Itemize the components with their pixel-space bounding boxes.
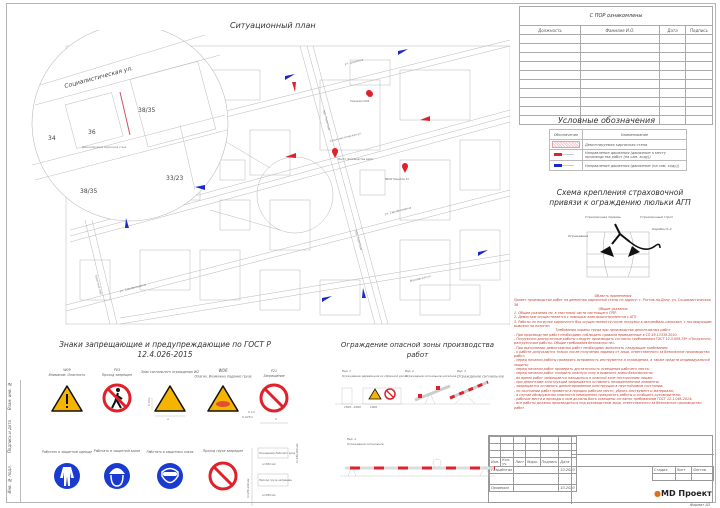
acquaint-cell	[581, 53, 660, 62]
notes-item: - в случае обнаружения опасности немедленно прекратить работы и сообщить руководителю;	[514, 392, 682, 397]
location-pin-icon	[402, 163, 408, 173]
stamp-vzam-inv: Взам. инв. №	[7, 382, 12, 410]
building-number: 38/35	[80, 188, 98, 195]
size-label: h=180-200 мм	[296, 443, 299, 463]
acquaint-row	[520, 71, 713, 80]
situation-plan-map	[20, 30, 510, 330]
legend-title: Условные обозначения	[558, 116, 656, 125]
col-header: Должность	[520, 26, 581, 35]
size-label: h=230-240 мм	[247, 478, 250, 498]
acquaint-cell	[581, 80, 660, 89]
plate-label: Оснащение Рабочего края	[259, 452, 296, 455]
acquaint-cell	[660, 107, 686, 116]
red-arrow-icon	[552, 152, 576, 157]
building-number: 36	[88, 129, 96, 136]
sign-name: Проход запрещен	[101, 373, 133, 377]
dim-label: 0.1d	[248, 410, 255, 414]
inset-street-label: Социалистическая ул.	[63, 64, 134, 90]
stamp-header: Подпись	[540, 458, 559, 467]
acquaint-cell	[686, 44, 713, 53]
notes-item: - перед началом работы проверить исправность инструмента и ограждения, а также средств индивидуальной защиты;	[514, 358, 710, 367]
street-label: ул. Шаумяна	[344, 57, 364, 66]
legend-text: Демонтируемая кирпичная стена	[583, 140, 687, 150]
dim-label: 1000	[370, 405, 378, 409]
sign-code: W06	[218, 368, 228, 373]
acquaint-cell	[660, 35, 686, 44]
street-label: ул. Серафимовича	[384, 205, 412, 216]
warning-blank-icon	[155, 386, 185, 411]
plan-title: Ситуационный план	[230, 21, 316, 30]
acquaint-cell	[520, 71, 581, 80]
notes-item: 2. Демонтаж осуществляется с помощью электроинструментов с АГП.	[514, 315, 638, 320]
dim-label: a	[167, 417, 169, 421]
signal-tape-bar	[450, 382, 488, 398]
sheet-format: Формат А3	[690, 503, 710, 507]
acquaint-row	[520, 107, 713, 116]
acquaint-cell	[581, 107, 660, 116]
notes-item: - все работы должны производиться под руководством лица, ответственного за безопасное производство работ.	[514, 401, 702, 410]
notes-item: - запрещается оставлять демонтированные конструкции в неустойчивом состоянии;	[514, 384, 664, 389]
stamp-signature-date: Подпись и дата	[7, 420, 12, 454]
harness-label: Карабин К-4	[652, 227, 672, 231]
harness-label: Ограждение	[568, 234, 589, 238]
harness-title-line: привязи к ограждению люльки АГП	[549, 198, 691, 207]
acquaint-cell	[581, 62, 660, 71]
title-block	[488, 435, 713, 503]
notes-item: 1. Общие указания см. в текстовой части настоящего ППР.	[514, 311, 618, 316]
sign-code: W09	[63, 368, 71, 372]
acquaint-cell	[520, 89, 581, 98]
acquaint-cell	[686, 35, 713, 44]
stage-header: Лист	[675, 467, 691, 474]
blue-arrow-icon	[322, 296, 332, 302]
acquaint-cell	[520, 62, 581, 71]
sign-name: Запрещение	[263, 374, 285, 378]
harness-label: Страховочная привязь	[585, 215, 621, 219]
stamp-header: Лист	[514, 458, 526, 467]
hatch-symbol	[552, 141, 580, 148]
stamp-date: 10.2020	[560, 468, 575, 472]
no-pedestrian-icon	[104, 385, 130, 411]
harness-title-line: Схема крепления страховочной	[556, 188, 684, 197]
goggles-icon	[157, 463, 183, 489]
legend-header: Обозначение	[550, 130, 583, 140]
acquaint-cell	[686, 107, 713, 116]
acquaint-cell	[520, 107, 581, 116]
notes-heading: Общие указания	[598, 306, 628, 311]
size-label: a=360 мм	[262, 463, 276, 466]
marker-label: Гимназия №36	[350, 100, 370, 103]
legend-text: Направление движения (движение к месту производства работ (на сам. ходу))	[583, 150, 687, 161]
stamp-date: 10.2020	[560, 486, 575, 490]
notes-item: - во время работ запрещается находиться в опасной зоне посторонним лицам;	[514, 375, 653, 380]
prohibition-icon	[385, 389, 395, 399]
street-label: Газетный пер.	[94, 274, 104, 296]
notes-item: - перед началом работ оградить опасную зону и вывесить знаки безопасности;	[514, 371, 654, 376]
blue-arrow-icon	[478, 250, 488, 256]
acquaint-cell	[660, 44, 686, 53]
acquaint-cell	[686, 98, 713, 107]
harness-diagram	[560, 212, 690, 284]
blue-arrow-icon	[285, 74, 295, 80]
street-label: пер. Газетный	[354, 229, 364, 251]
acquaint-cell	[660, 80, 686, 89]
fence-variant-desc: Ограждение сигнальное	[347, 442, 384, 446]
street-label: пер. Газетный	[322, 109, 332, 131]
col-header: Подпись	[686, 26, 713, 35]
fence-variant-label: Вар. 1	[342, 369, 351, 373]
dim-label: 1500...2000	[344, 405, 361, 409]
building-number: 38/35	[138, 107, 156, 114]
acquaint-cell	[660, 116, 686, 125]
marker-label: Место производства работ	[338, 158, 374, 161]
fence-variant-label: Вар. 2	[405, 369, 414, 373]
stamp-role: Проверил	[490, 485, 514, 492]
building-number: 33/23	[166, 175, 184, 182]
stamp-header: Кол. уч.	[501, 458, 514, 467]
notes-item: - по окончании работ привести в порядок рабочее место, убрать инструмент и материалы;	[514, 388, 675, 393]
sign-code: P21	[271, 369, 277, 373]
notes-item: - При выполнении демонтажных работ необходимо выполнять следующие требования:	[514, 345, 669, 350]
dim-label: d	[275, 417, 277, 421]
prohibition-icon	[261, 385, 287, 411]
notes-block	[514, 294, 712, 410]
acquaint-cell	[520, 35, 581, 44]
acquaint-cell	[581, 71, 660, 80]
acquaint-cell	[686, 116, 713, 125]
signs-panel	[30, 368, 320, 508]
warning-falling-load-icon	[208, 386, 238, 411]
blue-arrow-icon	[398, 49, 408, 55]
acquaint-title: С ПОР ознакомлены	[519, 6, 713, 25]
red-arrow-icon	[285, 153, 296, 158]
acquaint-row	[520, 80, 713, 89]
acquaint-row	[520, 89, 713, 98]
acquaint-cell	[686, 80, 713, 89]
prohibition-icon	[210, 463, 236, 489]
sign-code: P03	[114, 368, 120, 372]
sign-name: Работать в защитной каске	[93, 449, 141, 453]
hard-hat-icon	[104, 463, 130, 489]
warning-exclamation-icon	[52, 386, 82, 411]
sign-name: Работать в защитных очках	[146, 450, 194, 454]
acquaint-cell	[660, 71, 686, 80]
fence-variant-desc: Ограждение сигнальное нагалное	[405, 374, 457, 378]
acquaint-cell	[581, 35, 660, 44]
location-pin-icon	[332, 148, 338, 158]
red-arrow-icon	[292, 82, 296, 92]
acquaint-cell	[520, 80, 581, 89]
sign-name: Знак сигнального ограждения W2	[140, 370, 200, 374]
acquaint-row	[520, 98, 713, 107]
dim-label: 0.025d	[242, 415, 253, 419]
notes-paragraph: Проект производства работ на демонтаж кирпичной стены по адресу: г. Ростов-на-Дону, ул. Социалистическая, 36	[514, 298, 712, 307]
acquaint-cell	[581, 89, 660, 98]
fence-variant-label: Вар. 4	[347, 437, 356, 441]
street-label: ул. Серафимовича	[119, 282, 147, 293]
fence-title-line: Ограждение опасной зоны производства	[340, 341, 495, 349]
acquaint-cell	[686, 62, 713, 71]
notes-heading: Область применения	[594, 294, 632, 298]
acquaint-cell	[686, 53, 713, 62]
acquaint-cell	[520, 98, 581, 107]
acquaint-row	[520, 62, 713, 71]
fence-title-line: работ	[406, 351, 429, 359]
margin-stamp	[6, 380, 21, 503]
acquaint-cell	[581, 44, 660, 53]
sign-name: Проход груза запрещен	[202, 449, 244, 453]
marker-label: МБОУ Лицей № 33	[385, 178, 409, 181]
notes-item: 3. Работы по погрузке кирпичного боя осуществляются после погрузки в автомобиль-самосвал, с последующим вывозом на полигон.	[514, 319, 712, 329]
acquaint-row	[520, 35, 713, 44]
signal-tape-bar	[415, 386, 450, 400]
notes-item: - рабочие места и проходы к ним должны быть освещены согласно требованиям ГОСТ 12.1.046-2014;	[514, 397, 693, 402]
logo-text: MD Проект	[660, 489, 712, 498]
harness-label: Страховочный строп	[640, 215, 673, 219]
stamp-header: №док.	[526, 458, 540, 467]
signs-title-line: 12.4.026-2015	[137, 350, 193, 359]
signs-title	[40, 340, 290, 360]
sign-name: Работать в защитной одежде	[41, 450, 93, 454]
stamp-inv-podl: Инв. № подл.	[7, 465, 12, 494]
notes-item: - Погрузочно-разгрузочные работы следует производить согласно требованиям ГОСТ 12.3.009-76* «Погрузочно-разгрузочные работы. Общие требования безопасности».	[514, 336, 712, 346]
legend-header: Наименование	[583, 130, 687, 140]
inset-magnifier	[32, 30, 228, 221]
legend-text: Направление движения (движение (на сам. ходу))	[583, 161, 687, 171]
blue-arrow-icon	[552, 163, 576, 168]
wall-note: Демонтируемая кирпичная стена	[82, 146, 127, 149]
blue-arrow-icon	[362, 288, 366, 298]
notes-item: - при демонтаже конструкций запрещается оставлять незакрепленные элементы;	[514, 379, 660, 384]
notes-item: - При производстве работ необходимо соблюдать правила приведенные в СП 49.13330.2010.	[514, 332, 678, 337]
stage-header: Листов	[691, 467, 713, 474]
acquaint-cell	[660, 62, 686, 71]
stage-header: Стадия	[653, 467, 676, 474]
col-header: Дата	[660, 26, 686, 35]
legend-table	[549, 129, 687, 171]
warning-blank-icon	[369, 389, 381, 399]
sign-name: Внимание. Опасность	[48, 373, 86, 377]
stamp-header: Дата	[559, 458, 576, 467]
acquaint-cell	[660, 98, 686, 107]
street-label: Московская ул.	[409, 273, 433, 283]
notes-item: - к работе допускаются только после получения задания от лица, ответственного за безопасное производство работ;	[514, 349, 710, 359]
sign-name: Опасно. Возможно падение груза	[194, 374, 252, 379]
dim-label: 0.05a	[147, 397, 151, 406]
acquaint-cell	[660, 89, 686, 98]
protective-clothing-icon	[54, 463, 80, 489]
acquaint-cell	[520, 53, 581, 62]
col-header: Фамилия И.О.	[581, 26, 660, 35]
company-logo: ●MD Проект	[654, 489, 712, 498]
acquaint-cell	[660, 53, 686, 62]
acquaint-cell	[520, 44, 581, 53]
size-label: a=280 мм	[262, 494, 276, 497]
stamp-role: Разработал	[491, 468, 513, 472]
fence-diagrams	[330, 368, 512, 508]
fence-variant-desc: Ограждение сигнальное	[457, 374, 505, 379]
plate-label: Проход груза запрещен	[259, 479, 292, 482]
street-label: Социалистическая ул.	[329, 131, 363, 143]
acquaintance-table	[519, 6, 713, 125]
acquaint-cell	[686, 71, 713, 80]
acquaint-row	[520, 44, 713, 53]
building-number: 34	[48, 135, 56, 142]
acquaint-cell	[686, 89, 713, 98]
acquaint-row	[520, 53, 713, 62]
notes-item: - перед началом работ проверить достаточность освещения рабочего места;	[514, 367, 650, 372]
notes-heading: Требования охраны труда при производстве демонтажных работ	[555, 328, 671, 333]
stamp-header: Изм.	[490, 458, 501, 467]
fence-variant-desc: Ограждение деревянное из обрезной доски	[342, 374, 408, 378]
fence-variant-label: Вар. 3	[457, 369, 466, 373]
signs-title-line: Знаки запрещающие и предупреждающие по ГОСТ Р	[59, 340, 271, 349]
fence-title	[330, 340, 505, 360]
harness-title	[545, 188, 695, 208]
acquaint-cell	[581, 98, 660, 107]
